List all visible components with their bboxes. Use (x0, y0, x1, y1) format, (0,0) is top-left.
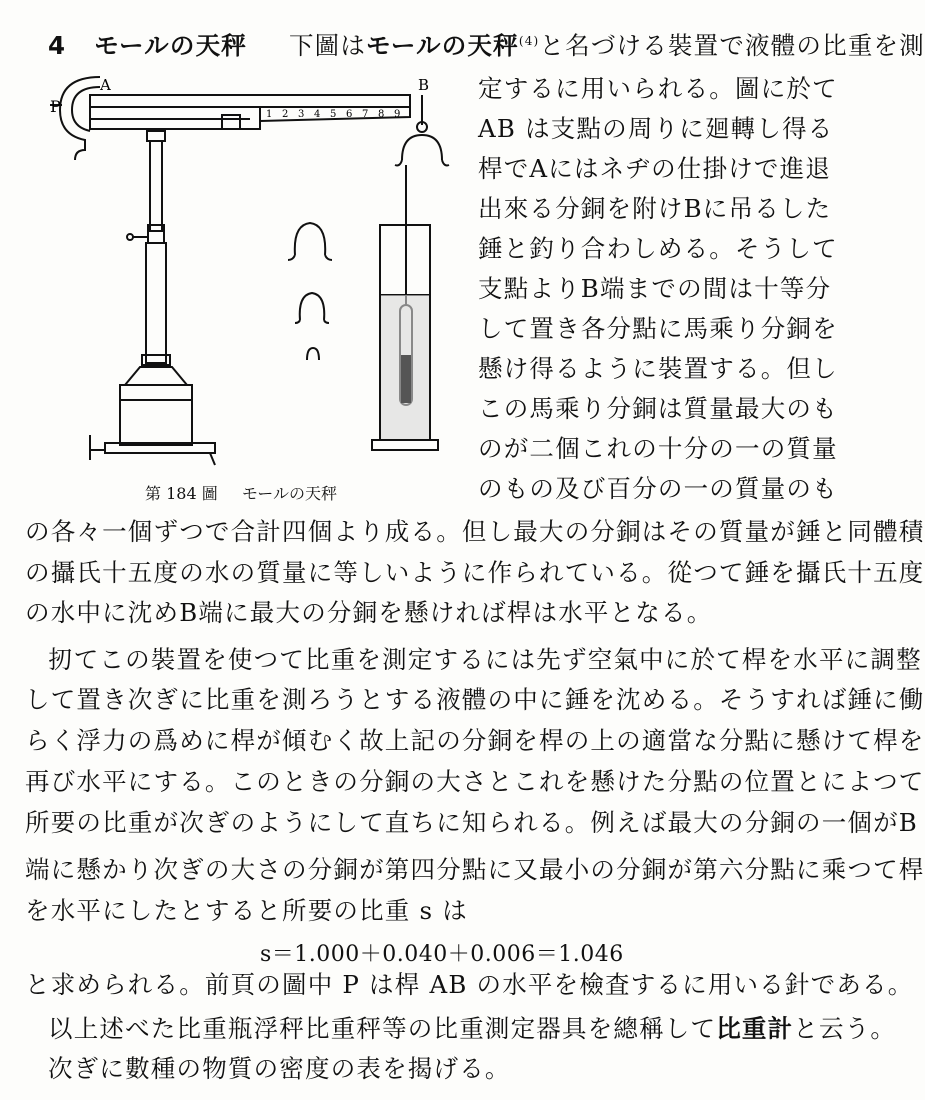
mohr-balance-figure (50, 55, 460, 480)
footnote-mark: (4) (518, 33, 540, 48)
summary-post: と云う。 (793, 1014, 897, 1043)
body-line: の攝氏十五度の水の質量に等しいように作られている。從つて錘を攝氏十五度 (25, 558, 925, 587)
rider-small (307, 348, 319, 360)
side-line: して置き各分點に馬乘り分銅を (478, 314, 838, 343)
scale-mark: 7 (362, 109, 369, 120)
label-P: P (50, 97, 61, 116)
figure-caption (145, 481, 337, 504)
intro-bold-term: モールの天秤 (366, 31, 519, 60)
body-line: して置き次ぎに比重を測ろうとする液體の中に錘を沈める。そうすれば錘に働 (25, 685, 925, 714)
label-B: B (418, 76, 430, 94)
side-line: 懸け得るように裝置する。但し (478, 354, 838, 383)
body-line: 次ぎに數種の物質の密度の表を揭げる。 (48, 1054, 511, 1083)
intro-pre: 下圖は (288, 31, 367, 60)
side-line: 支點よりB端までの間は十等分 (478, 274, 832, 303)
intro-post: と名づける裝置で液體の比重を測 (539, 31, 925, 60)
side-line: AB は支點の周りに廻轉し得る (478, 114, 834, 143)
hanging-rider (402, 135, 442, 160)
column (150, 141, 162, 231)
side-line: 出來る分銅を附けBに吊るした (478, 194, 832, 223)
scale-mark: 1 (266, 109, 273, 120)
body-line: 端に懸かり次ぎの大さの分銅が第四分點に又最小の分銅が第六分點に乘つて桿 (25, 855, 925, 884)
side-line: 桿でAにはネヂの仕掛けで進退 (478, 154, 831, 183)
side-line: のもの及び百分の一の質量のも (478, 474, 838, 503)
label-A: A (100, 76, 111, 94)
section-number: 4 (48, 31, 67, 60)
side-line: 錘と釣り合わしめる。そうして (478, 234, 838, 263)
formula: s＝1.000＋0.040＋0.006＝1.046 (260, 942, 624, 967)
side-line: 定するに用いられる。圖に於て (478, 74, 838, 103)
section-title: モールの天秤 (94, 31, 247, 60)
rider-medium (300, 293, 325, 320)
body-line: 再び水平にする。このときの分銅の大さとこれを懸けた分點の位置とによつて (25, 767, 925, 796)
beam (90, 95, 410, 107)
summary-term: 比重計 (716, 1014, 794, 1043)
body-line: 所要の比重が次ぎのようにして直ちに知られる。例えば最大の分銅の一個がB (25, 808, 919, 837)
figure-number: 第 184 圖 (145, 484, 218, 503)
scale-mark: 5 (330, 109, 337, 120)
body-line: を水平にしたとすると所要の比重 s は (25, 896, 468, 925)
body-line: の水中に沈めB端に最大の分銅を懸ければ桿は水平となる。 (25, 598, 713, 627)
summary-line (48, 1014, 897, 1043)
body-line: と求められる。前頁の圖中 P は桿 AB の水平を檢査するに用いる針である。 (25, 970, 914, 999)
base-block (120, 385, 192, 445)
body-line: 扨てこの裝置を使つて比重を測定するには先ず空氣中に於て桿を水平に調整 (48, 645, 922, 674)
scale-mark: 6 (346, 109, 353, 120)
figure-title: モールの天秤 (241, 484, 337, 503)
scale-mark: 4 (314, 109, 321, 120)
side-line: のが二個これの十分の一の質量 (478, 434, 838, 463)
body-line: の各々一個ずつで合計四個より成る。但し最大の分銅はその質量が錘と同體積 (25, 517, 925, 546)
summary-pre: 以上述べた比重瓶浮秤比重秤等の比重測定器具を總稱して (48, 1014, 717, 1043)
scale-mark: 3 (298, 109, 305, 120)
scale-mark: 9 (394, 109, 401, 120)
side-line: この馬乘り分銅は質量最大のも (478, 394, 838, 423)
scale-mark: 8 (378, 109, 385, 120)
rider-large (295, 223, 325, 255)
body-line: らく浮力の爲めに桿が傾むく故上記の分銅を桿の上の適當な分點に懸けて桿を (25, 726, 925, 755)
scale-mark: 2 (282, 109, 289, 120)
